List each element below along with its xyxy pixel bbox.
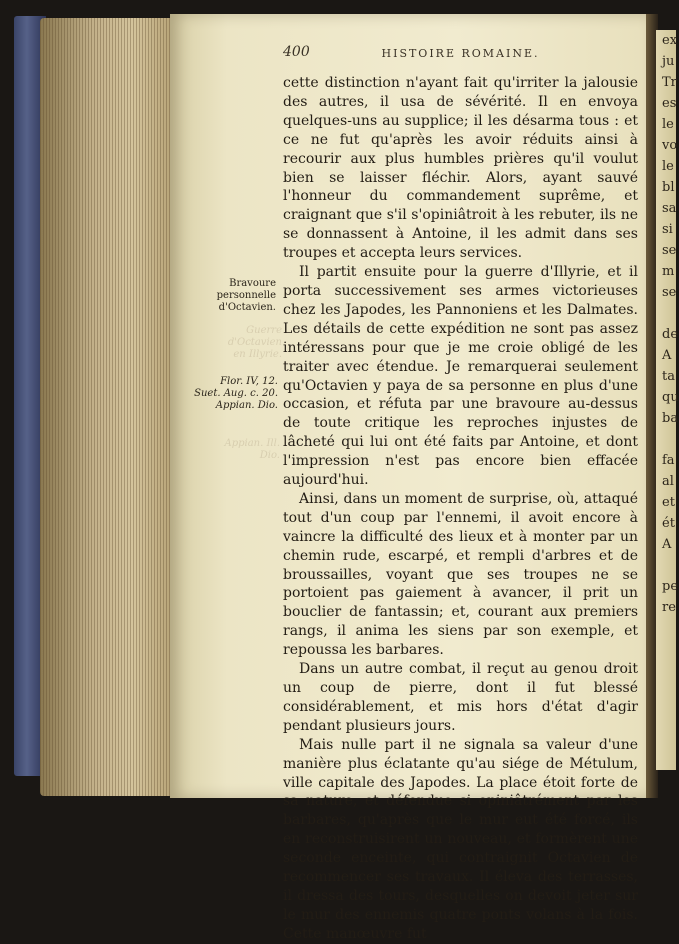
body-text — [283, 74, 638, 944]
facing-page-line: fa — [662, 453, 675, 468]
margin-note-bravoure: Bravoure personnelle d'Octavien. — [216, 278, 276, 313]
page-number: 400 — [283, 44, 310, 60]
facing-page-line: bl — [662, 180, 675, 195]
paragraph: Ainsi, dans un moment de surprise, où, attaqué tout d'un coup par l'ennemi, il avoit encore à vaincre la difficulté des lieux et à monter par un chemin rude, escarpé, et rempli d'arbres et de broussailles, voyant que ses troupes ne se portoient pas gaiement à avancer, il prit un bouclier de fantassin; et, courant aux premiers rangs, il anima les siens par son exemple, et repoussa les barbares. — [283, 490, 638, 659]
facing-page-line — [656, 429, 676, 450]
facing-page-line: qu — [662, 390, 679, 405]
page-block-edges — [40, 18, 172, 796]
facing-page-line: se — [662, 285, 677, 300]
show-through-text: Appian. Ill. Dio. — [224, 438, 280, 461]
facing-page-line: pe — [662, 579, 679, 594]
facing-page-line: al — [662, 474, 674, 489]
facing-page-line: le — [662, 159, 674, 174]
facing-page-line: vo — [662, 138, 678, 153]
facing-page-line: le — [662, 117, 674, 132]
facing-page-line: se — [662, 243, 677, 258]
margin-note-references: Flor. IV, 12. Suet. Aug. c. 20. Appian. Dio. — [194, 376, 278, 411]
facing-page-line: et — [662, 495, 675, 510]
page-header — [283, 44, 638, 64]
paragraph: Mais nulle part il ne signala sa valeur d'une manière plus éclatante qu'au siége de Métulum, ville capitale des Japodes. La place étoit forte de sa nature, et défendue si opiniâtrément par les barbares, qu'après que le mur eut été forcé, ils en reconstruisirent un nouveau, et formèrent une seconde enceinte, qui contraignit Octavien de recommencer ses travaux. Il éleva des terrasses, il dressa des tours, desquelles on devoit jeter sur le mur des ennemis quatre ponts volans à la fois. Cette manœuvre fut — [283, 736, 638, 942]
facing-page-line — [656, 303, 676, 324]
facing-page-line: A — [662, 348, 672, 363]
show-through-text: Guerre d'Octavien en Illyrie. — [227, 325, 282, 360]
facing-page-line: ét — [662, 516, 675, 531]
paragraph: Il partit ensuite pour la guerre d'Illyrie, et il porta successivement ses armes victorieuses chez les Japodes, les Pannoniens et les Dalmates. Les détails de cette expédition ne sont pas assez intéressans pour que je me croie obligé de les traiter avec étendue. Je remarquerai seulement qu'Octavien y paya de sa personne en plus d'une occasion, et réfuta par une bravoure au-dessus de toute critique les reproches injustes de lâcheté qui lui ont été faits par Antoine, et dont l'impression n'est pas encore bien effacée aujourd'hui. — [283, 264, 638, 489]
facing-page-line: sa — [662, 201, 677, 216]
facing-page-line: Tr — [662, 75, 677, 90]
facing-page-line: ta — [662, 369, 675, 384]
facing-page-line: ju — [662, 54, 675, 69]
facing-page-line: re — [662, 600, 676, 615]
facing-page-line: ex — [662, 33, 678, 48]
facing-page-fragment — [656, 30, 679, 770]
paragraph: cette distinction n'ayant fait qu'irriter la jalousie des autres, il usa de sévérité. Il en envoya quelques-uns au supplice; il les désarma tous : et ce ne fut qu'après les avoir réduits ainsi à recourir aux plus humbles prières qu'il voulut bien se laisser fléchir. Alors, ayant sauvé l'honneur du commandement suprême, et craignant que s'il s'opiniâtroit à les rebuter, ils ne se donnassent à Antoine, il les admit dans ses troupes et accepta leurs services. — [283, 75, 638, 262]
facing-page-line: m — [662, 264, 675, 279]
facing-page-line: A — [662, 537, 672, 552]
facing-page-line: de — [662, 327, 679, 342]
facing-page-line: si — [662, 222, 673, 237]
running-title: HISTOIRE ROMAINE. — [381, 47, 540, 60]
facing-page-line: es — [662, 96, 677, 111]
facing-page-line — [656, 555, 676, 576]
paragraph: Dans un autre combat, il reçut au genou droit un coup de pierre, dont il fut blessé considérablement, et mis hors d'état d'agir pendant plusieurs jours. — [283, 661, 638, 734]
facing-page-line: ba — [662, 411, 679, 426]
